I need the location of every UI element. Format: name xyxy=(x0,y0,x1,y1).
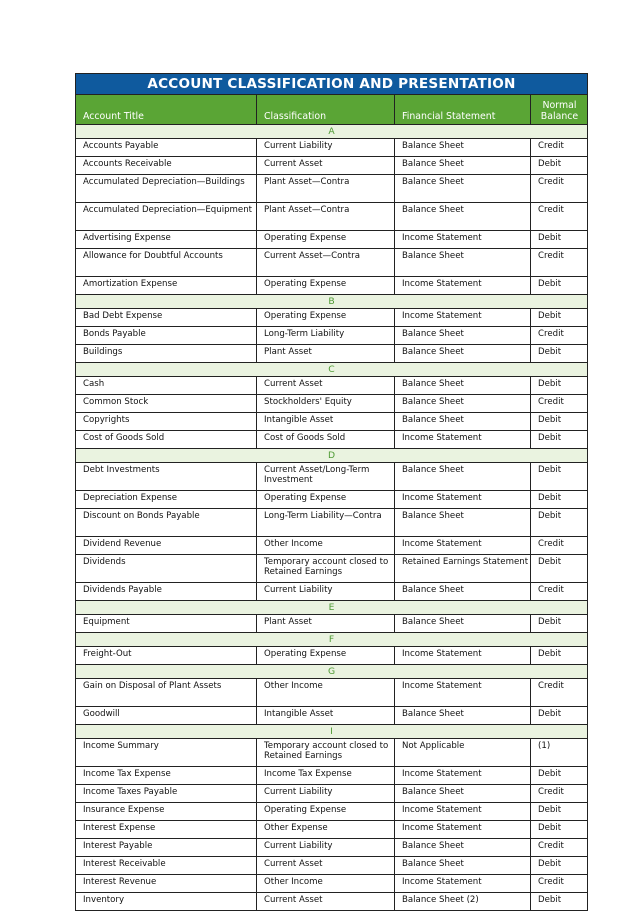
cell-financial-statement: Income Statement xyxy=(395,821,531,839)
cell-normal-balance: Debit xyxy=(531,803,588,821)
table-row xyxy=(76,413,588,431)
table-row xyxy=(76,767,588,785)
cell-normal-balance: (1) xyxy=(531,739,588,767)
section-row-g xyxy=(76,665,588,679)
section-letter: I xyxy=(76,725,588,739)
cell-normal-balance: Credit xyxy=(531,203,588,231)
section-letter: F xyxy=(76,633,588,647)
cell-normal-balance: Credit xyxy=(531,875,588,893)
table-row xyxy=(76,679,588,707)
table-row xyxy=(76,491,588,509)
table-row xyxy=(76,839,588,857)
cell-financial-statement: Income Statement xyxy=(395,875,531,893)
cell-account-title: Income Taxes Payable xyxy=(76,785,257,803)
table-row xyxy=(76,395,588,413)
cell-classification: Current Asset—Contra xyxy=(257,249,395,277)
cell-normal-balance: Debit xyxy=(531,615,588,633)
col-header-normal-balance xyxy=(531,95,588,125)
cell-account-title: Accumulated Depreciation—Equipment xyxy=(76,203,257,231)
cell-financial-statement: Income Statement xyxy=(395,431,531,449)
cell-account-title: Accumulated Depreciation—Buildings xyxy=(76,175,257,203)
table-row xyxy=(76,463,588,491)
cell-normal-balance: Debit xyxy=(531,377,588,395)
cell-classification: Current Asset/Long-Term Investment xyxy=(257,463,395,491)
cell-financial-statement: Balance Sheet xyxy=(395,413,531,431)
cell-classification: Stockholders' Equity xyxy=(257,395,395,413)
section-row-a xyxy=(76,125,588,139)
cell-classification: Temporary account closed to Retained Earnings xyxy=(257,739,395,767)
cell-normal-balance: Debit xyxy=(531,555,588,583)
cell-normal-balance: Credit xyxy=(531,327,588,345)
cell-normal-balance: Credit xyxy=(531,583,588,601)
cell-account-title: Debt Investments xyxy=(76,463,257,491)
table-row xyxy=(76,893,588,911)
cell-account-title: Interest Revenue xyxy=(76,875,257,893)
table-row xyxy=(76,707,588,725)
cell-account-title: Advertising Expense xyxy=(76,231,257,249)
table-row xyxy=(76,821,588,839)
table-row xyxy=(76,277,588,295)
classification-table xyxy=(75,73,588,911)
cell-classification: Cost of Goods Sold xyxy=(257,431,395,449)
table-row xyxy=(76,327,588,345)
cell-financial-statement: Retained Earnings Statement xyxy=(395,555,531,583)
cell-account-title: Buildings xyxy=(76,345,257,363)
cell-financial-statement: Balance Sheet xyxy=(395,203,531,231)
table-row xyxy=(76,345,588,363)
cell-financial-statement: Balance Sheet xyxy=(395,157,531,175)
cell-account-title: Equipment xyxy=(76,615,257,633)
table-row xyxy=(76,309,588,327)
cell-normal-balance: Debit xyxy=(531,647,588,665)
cell-account-title: Accounts Receivable xyxy=(76,157,257,175)
cell-classification: Other Income xyxy=(257,679,395,707)
cell-financial-statement: Balance Sheet xyxy=(395,707,531,725)
cell-financial-statement: Income Statement xyxy=(395,803,531,821)
cell-normal-balance: Credit xyxy=(531,679,588,707)
cell-financial-statement: Balance Sheet xyxy=(395,327,531,345)
cell-financial-statement: Balance Sheet xyxy=(395,395,531,413)
table-row xyxy=(76,555,588,583)
cell-normal-balance: Debit xyxy=(531,893,588,911)
cell-normal-balance: Debit xyxy=(531,767,588,785)
cell-classification: Plant Asset xyxy=(257,345,395,363)
cell-classification: Other Expense xyxy=(257,821,395,839)
cell-normal-balance: Debit xyxy=(531,509,588,537)
cell-financial-statement: Balance Sheet xyxy=(395,175,531,203)
section-letter: A xyxy=(76,125,588,139)
table-row xyxy=(76,157,588,175)
cell-account-title: Depreciation Expense xyxy=(76,491,257,509)
cell-financial-statement: Income Statement xyxy=(395,647,531,665)
cell-normal-balance: Credit xyxy=(531,395,588,413)
cell-financial-statement: Income Statement xyxy=(395,309,531,327)
cell-classification: Intangible Asset xyxy=(257,413,395,431)
column-header-row xyxy=(76,95,588,125)
table-row xyxy=(76,431,588,449)
cell-classification: Intangible Asset xyxy=(257,707,395,725)
cell-normal-balance: Credit xyxy=(531,785,588,803)
cell-classification: Operating Expense xyxy=(257,309,395,327)
cell-account-title: Freight-Out xyxy=(76,647,257,665)
table-row xyxy=(76,249,588,277)
cell-account-title: Insurance Expense xyxy=(76,803,257,821)
cell-normal-balance: Debit xyxy=(531,491,588,509)
cell-financial-statement: Income Statement xyxy=(395,277,531,295)
cell-account-title: Amortization Expense xyxy=(76,277,257,295)
table-row xyxy=(76,583,588,601)
cell-account-title: Cash xyxy=(76,377,257,395)
cell-account-title: Allowance for Doubtful Accounts xyxy=(76,249,257,277)
cell-financial-statement: Balance Sheet xyxy=(395,785,531,803)
cell-account-title: Income Summary xyxy=(76,739,257,767)
cell-financial-statement: Balance Sheet xyxy=(395,139,531,157)
cell-normal-balance: Debit xyxy=(531,309,588,327)
table-row xyxy=(76,803,588,821)
cell-account-title: Inventory xyxy=(76,893,257,911)
table-row xyxy=(76,175,588,203)
cell-normal-balance: Credit xyxy=(531,249,588,277)
table-row xyxy=(76,647,588,665)
cell-classification: Operating Expense xyxy=(257,491,395,509)
table-row xyxy=(76,537,588,555)
cell-normal-balance: Debit xyxy=(531,345,588,363)
table-row xyxy=(76,231,588,249)
cell-account-title: Income Tax Expense xyxy=(76,767,257,785)
cell-classification: Plant Asset—Contra xyxy=(257,203,395,231)
col-header-normal-balance-line2: Balance xyxy=(540,110,579,122)
table-body xyxy=(76,125,588,911)
section-letter: C xyxy=(76,363,588,377)
cell-financial-statement: Not Applicable xyxy=(395,739,531,767)
section-letter: D xyxy=(76,449,588,463)
table-row xyxy=(76,377,588,395)
cell-account-title: Cost of Goods Sold xyxy=(76,431,257,449)
cell-account-title: Accounts Payable xyxy=(76,139,257,157)
cell-normal-balance: Credit xyxy=(531,139,588,157)
section-letter: B xyxy=(76,295,588,309)
cell-classification: Current Asset xyxy=(257,893,395,911)
cell-account-title: Discount on Bonds Payable xyxy=(76,509,257,537)
cell-financial-statement: Balance Sheet xyxy=(395,249,531,277)
cell-classification: Current Liability xyxy=(257,583,395,601)
cell-financial-statement: Balance Sheet xyxy=(395,345,531,363)
cell-financial-statement: Income Statement xyxy=(395,767,531,785)
cell-classification: Income Tax Expense xyxy=(257,767,395,785)
col-header-account-title: Account Title xyxy=(76,95,257,125)
table-row xyxy=(76,875,588,893)
cell-account-title: Goodwill xyxy=(76,707,257,725)
cell-classification: Plant Asset xyxy=(257,615,395,633)
cell-financial-statement: Balance Sheet xyxy=(395,615,531,633)
section-row-e xyxy=(76,601,588,615)
cell-classification: Long-Term Liability xyxy=(257,327,395,345)
cell-account-title: Dividend Revenue xyxy=(76,537,257,555)
cell-account-title: Copyrights xyxy=(76,413,257,431)
cell-classification: Current Liability xyxy=(257,839,395,857)
cell-account-title: Dividends Payable xyxy=(76,583,257,601)
cell-classification: Operating Expense xyxy=(257,277,395,295)
col-header-normal-balance-line1: Normal xyxy=(542,100,577,111)
cell-normal-balance: Credit xyxy=(531,175,588,203)
section-row-d xyxy=(76,449,588,463)
cell-normal-balance: Debit xyxy=(531,857,588,875)
cell-classification: Current Asset xyxy=(257,377,395,395)
cell-classification: Other Income xyxy=(257,537,395,555)
cell-normal-balance: Debit xyxy=(531,413,588,431)
cell-financial-statement: Balance Sheet xyxy=(395,839,531,857)
cell-normal-balance: Debit xyxy=(531,431,588,449)
table-row xyxy=(76,509,588,537)
cell-classification: Current Asset xyxy=(257,857,395,875)
cell-financial-statement: Balance Sheet xyxy=(395,583,531,601)
cell-financial-statement: Income Statement xyxy=(395,231,531,249)
cell-normal-balance: Debit xyxy=(531,231,588,249)
cell-financial-statement: Balance Sheet xyxy=(395,377,531,395)
table-row xyxy=(76,739,588,767)
cell-financial-statement: Income Statement xyxy=(395,537,531,555)
cell-account-title: Interest Payable xyxy=(76,839,257,857)
cell-normal-balance: Debit xyxy=(531,277,588,295)
cell-account-title: Gain on Disposal of Plant Assets xyxy=(76,679,257,707)
cell-normal-balance: Credit xyxy=(531,839,588,857)
cell-account-title: Bonds Payable xyxy=(76,327,257,345)
table-row xyxy=(76,857,588,875)
section-row-b xyxy=(76,295,588,309)
cell-classification: Long-Term Liability—Contra xyxy=(257,509,395,537)
account-classification-sheet xyxy=(75,73,587,911)
cell-classification: Operating Expense xyxy=(257,803,395,821)
cell-classification: Current Liability xyxy=(257,785,395,803)
cell-financial-statement: Balance Sheet xyxy=(395,509,531,537)
cell-normal-balance: Debit xyxy=(531,463,588,491)
cell-normal-balance: Debit xyxy=(531,707,588,725)
section-row-c xyxy=(76,363,588,377)
col-header-financial-statement: Financial Statement xyxy=(395,95,531,125)
section-row-f xyxy=(76,633,588,647)
table-row xyxy=(76,785,588,803)
cell-financial-statement: Income Statement xyxy=(395,679,531,707)
cell-account-title: Bad Debt Expense xyxy=(76,309,257,327)
section-letter: E xyxy=(76,601,588,615)
cell-normal-balance: Debit xyxy=(531,821,588,839)
cell-account-title: Interest Expense xyxy=(76,821,257,839)
cell-financial-statement: Income Statement xyxy=(395,491,531,509)
cell-financial-statement: Balance Sheet (2) xyxy=(395,893,531,911)
section-letter: G xyxy=(76,665,588,679)
cell-normal-balance: Credit xyxy=(531,537,588,555)
table-title: ACCOUNT CLASSIFICATION AND PRESENTATION xyxy=(76,74,588,95)
col-header-classification: Classification xyxy=(257,95,395,125)
table-row xyxy=(76,615,588,633)
cell-account-title: Interest Receivable xyxy=(76,857,257,875)
cell-account-title: Common Stock xyxy=(76,395,257,413)
table-row xyxy=(76,139,588,157)
cell-classification: Current Asset xyxy=(257,157,395,175)
cell-classification: Plant Asset—Contra xyxy=(257,175,395,203)
cell-classification: Current Liability xyxy=(257,139,395,157)
section-row-i xyxy=(76,725,588,739)
cell-financial-statement: Balance Sheet xyxy=(395,857,531,875)
cell-classification: Operating Expense xyxy=(257,231,395,249)
cell-account-title: Dividends xyxy=(76,555,257,583)
cell-financial-statement: Balance Sheet xyxy=(395,463,531,491)
cell-normal-balance: Debit xyxy=(531,157,588,175)
cell-classification: Operating Expense xyxy=(257,647,395,665)
table-row xyxy=(76,203,588,231)
cell-classification: Temporary account closed to Retained Earnings xyxy=(257,555,395,583)
cell-classification: Other Income xyxy=(257,875,395,893)
